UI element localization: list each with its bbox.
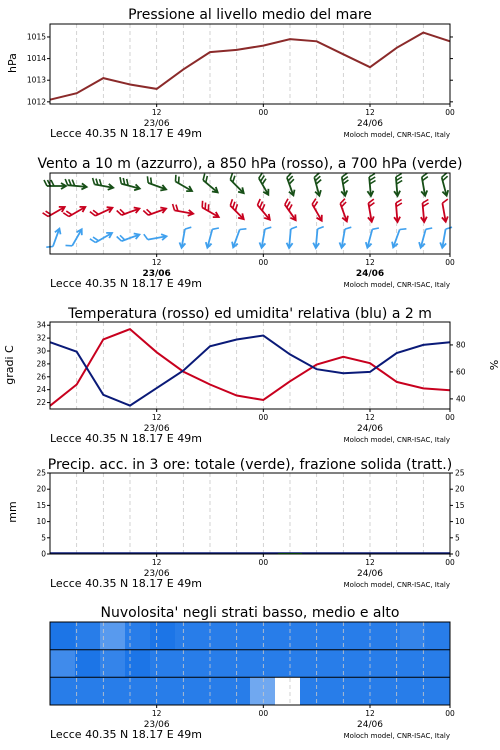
cloud-cell bbox=[275, 677, 300, 705]
pressure-yticks bbox=[27, 32, 453, 106]
barb-feather bbox=[120, 235, 125, 240]
barb-feather bbox=[442, 199, 447, 203]
y-tick-label: 1013 bbox=[26, 75, 46, 85]
x-tick-label: 12 bbox=[151, 558, 162, 567]
x-tick-label: 00 bbox=[258, 108, 269, 117]
y-tick-label: 1014 bbox=[26, 54, 46, 64]
y-tick-label: 25 bbox=[36, 468, 46, 478]
y-tick-label: 1015 bbox=[26, 32, 46, 42]
barb-feather bbox=[291, 227, 297, 229]
cloud-cell bbox=[175, 677, 200, 705]
cloud-cell bbox=[275, 622, 300, 650]
x-tick-label: 12 bbox=[151, 108, 162, 117]
precip-yticks bbox=[36, 469, 464, 559]
barb-feather bbox=[345, 227, 351, 229]
barb-feather bbox=[185, 227, 191, 229]
precip-frame bbox=[50, 473, 450, 554]
y2-tick-label: 80 bbox=[456, 340, 466, 350]
barb-feather bbox=[44, 180, 47, 186]
barb-feather bbox=[203, 174, 205, 181]
cloud-cell bbox=[150, 622, 175, 650]
x-tick-label: 12 bbox=[365, 558, 375, 567]
temp-grid bbox=[77, 322, 424, 409]
cloud-cell bbox=[125, 677, 150, 705]
y-tick-label: 22 bbox=[36, 398, 46, 408]
cloud-cell bbox=[50, 622, 75, 650]
barb-feather bbox=[342, 177, 347, 181]
precip-title: Precip. acc. in 3 ore: totale (verde), frazione solida (tratt.) bbox=[47, 457, 453, 473]
cloud-title: Nuvolosita' negli strati basso, medio e alto bbox=[100, 605, 400, 621]
date-label: 23/06 bbox=[143, 720, 170, 730]
location-label: Lecce 40.35 N 18.17 E 49m bbox=[50, 127, 202, 140]
barb-feather bbox=[173, 204, 175, 210]
barb-feather bbox=[206, 176, 208, 183]
date-label: 23/06 bbox=[143, 424, 170, 434]
x-tick-label: 12 bbox=[151, 413, 162, 422]
y-tick-label: 28 bbox=[36, 359, 46, 369]
y-tick-label: 26 bbox=[36, 372, 46, 382]
cloud-cell bbox=[50, 677, 75, 705]
cloud-cell bbox=[300, 622, 325, 650]
pressure-panel bbox=[6, 7, 455, 140]
y-tick-label: 1012 bbox=[26, 97, 46, 107]
cloud-xaxis bbox=[50, 705, 455, 741]
x-tick-label: 00 bbox=[258, 413, 269, 422]
y-tick-label: 0 bbox=[41, 549, 46, 559]
barb-feather bbox=[151, 178, 152, 185]
barb-feather bbox=[93, 237, 99, 241]
barb-feather bbox=[260, 202, 263, 208]
barb-feather bbox=[265, 227, 271, 229]
barb-feather bbox=[212, 228, 219, 229]
cloud-cell bbox=[100, 622, 125, 650]
x-tick-label: 00 bbox=[445, 558, 455, 567]
date-label: 23/06 bbox=[143, 569, 170, 579]
barb-feather bbox=[340, 199, 345, 204]
temp-frame bbox=[50, 322, 450, 409]
barb-feather bbox=[342, 173, 347, 177]
cloud-cell bbox=[100, 650, 125, 678]
barb-feather bbox=[117, 211, 122, 216]
location-label: Lecce 40.35 N 18.17 E 49m bbox=[50, 432, 202, 445]
cloud-cell bbox=[400, 622, 425, 650]
x-tick-label: 12 bbox=[365, 709, 375, 718]
cloud-cell bbox=[125, 622, 150, 650]
barb-feather bbox=[287, 202, 290, 208]
y-tick-label: 34 bbox=[36, 320, 46, 330]
cloud-cell bbox=[50, 650, 75, 678]
x-tick-label: 00 bbox=[445, 258, 455, 267]
rh-ylabel: % bbox=[487, 359, 500, 371]
temp-yticks bbox=[36, 321, 50, 407]
date-label: 24/06 bbox=[355, 269, 385, 279]
barb-feather bbox=[144, 234, 148, 239]
date-label: 23/06 bbox=[143, 119, 170, 129]
y-tick-label: 5 bbox=[455, 533, 460, 543]
y-tick-label: 32 bbox=[36, 333, 46, 343]
date-label: 24/06 bbox=[357, 720, 383, 730]
y-tick-label: 30 bbox=[36, 346, 46, 356]
cloud-cell bbox=[300, 677, 325, 705]
y2-tick-label: 60 bbox=[456, 367, 466, 377]
cloud-cell bbox=[325, 677, 350, 705]
barb-feather bbox=[261, 176, 265, 182]
pressure-title: Pressione al livello medio del mare bbox=[128, 7, 372, 23]
cloud-cell bbox=[275, 650, 300, 678]
cloud-cell bbox=[225, 622, 250, 650]
precip-panel bbox=[6, 457, 465, 590]
barb-feather bbox=[65, 179, 68, 185]
date-label: 24/06 bbox=[357, 119, 383, 129]
cloud-cell bbox=[425, 650, 450, 678]
cloud-cells bbox=[50, 622, 450, 705]
cloud-cell bbox=[75, 622, 100, 650]
barb-feather bbox=[63, 213, 69, 217]
cloud-cell bbox=[250, 677, 275, 705]
y-tick-label: 15 bbox=[455, 500, 465, 510]
barb-feather bbox=[396, 177, 402, 181]
barb-feather bbox=[120, 177, 121, 184]
precip-xaxis bbox=[50, 554, 455, 590]
y-tick-label: 10 bbox=[36, 517, 46, 527]
temperature-line bbox=[50, 329, 450, 406]
x-tick-label: 12 bbox=[151, 258, 162, 267]
barb-feather bbox=[342, 202, 347, 207]
barb-feather bbox=[240, 229, 247, 230]
y2-tick-label: 40 bbox=[456, 394, 466, 404]
barb-feather bbox=[426, 228, 433, 229]
barb-feather bbox=[343, 180, 348, 184]
barb-feather bbox=[370, 177, 376, 181]
x-tick-label: 00 bbox=[445, 108, 455, 117]
y-tick-label: 5 bbox=[41, 533, 46, 543]
barb-feather bbox=[423, 203, 429, 207]
y-tick-label: 20 bbox=[36, 484, 46, 494]
barb-feather bbox=[372, 228, 379, 229]
date-label: 24/06 bbox=[357, 424, 383, 434]
cloud-cell bbox=[300, 650, 325, 678]
y-tick-label: 15 bbox=[36, 500, 46, 510]
barb-feather bbox=[66, 211, 72, 215]
barb-feather bbox=[93, 178, 95, 184]
cloud-panel bbox=[50, 605, 455, 741]
barb-feather bbox=[370, 181, 376, 185]
barb-feather bbox=[233, 176, 235, 182]
wind-title: Vento a 10 m (azzurro), a 850 hPa (rosso), a 700 hPa (verde) bbox=[37, 156, 463, 172]
cloud-cell bbox=[150, 677, 175, 705]
x-tick-label: 12 bbox=[365, 258, 375, 267]
cloud-cell bbox=[250, 650, 275, 678]
barb-feather bbox=[230, 199, 232, 205]
pressure-line bbox=[50, 33, 450, 100]
y-tick-label: 25 bbox=[455, 468, 465, 478]
barb-feather bbox=[233, 202, 235, 208]
cloud-cell bbox=[350, 650, 375, 678]
y-tick-label: 0 bbox=[455, 549, 460, 559]
cloud-cell bbox=[400, 677, 425, 705]
pressure-grid bbox=[77, 24, 424, 104]
cloud-cell bbox=[200, 650, 225, 678]
barb-feather bbox=[422, 177, 427, 181]
cloud-cell bbox=[325, 650, 350, 678]
barb-feather bbox=[120, 209, 125, 214]
cloud-cell bbox=[250, 622, 275, 650]
credit-label: Moloch model, CNR-ISAC, Italy bbox=[343, 436, 450, 444]
cloud-cell bbox=[325, 622, 350, 650]
barb-feather bbox=[93, 210, 98, 214]
cloud-cell bbox=[425, 677, 450, 705]
temp-panel bbox=[3, 306, 500, 445]
cloud-cell bbox=[400, 650, 425, 678]
barb-feather bbox=[400, 229, 407, 230]
credit-label: Moloch model, CNR-ISAC, Italy bbox=[343, 281, 450, 289]
cloud-cell bbox=[425, 622, 450, 650]
cloud-cell bbox=[150, 650, 175, 678]
barb-feather bbox=[312, 199, 316, 205]
cloud-cell bbox=[175, 650, 200, 678]
cloud-cell bbox=[350, 677, 375, 705]
temp-ylabel: gradi C bbox=[3, 345, 16, 385]
x-tick-label: 12 bbox=[365, 108, 375, 117]
precip-ylabel: mm bbox=[6, 501, 19, 523]
barb-feather bbox=[318, 227, 324, 229]
barb-feather bbox=[422, 173, 427, 177]
wind-panel bbox=[37, 156, 462, 290]
location-label: Lecce 40.35 N 18.17 E 49m bbox=[50, 277, 202, 290]
y-tick-label: 20 bbox=[455, 484, 465, 494]
pressure-frame bbox=[50, 24, 450, 104]
humidity-line bbox=[50, 336, 450, 406]
barb-feather bbox=[446, 227, 452, 229]
cloud-cell bbox=[75, 677, 100, 705]
credit-label: Moloch model, CNR-ISAC, Italy bbox=[343, 131, 450, 139]
barb-feather bbox=[235, 204, 237, 210]
cloud-cell bbox=[350, 622, 375, 650]
cloud-cell bbox=[125, 650, 150, 678]
credit-label: Moloch model, CNR-ISAC, Italy bbox=[343, 732, 450, 740]
temp-xaxis bbox=[50, 409, 455, 445]
barb-feather bbox=[285, 199, 288, 205]
x-tick-label: 00 bbox=[445, 413, 455, 422]
cloud-cell bbox=[100, 677, 125, 705]
date-label: 24/06 bbox=[357, 569, 383, 579]
barb-feather bbox=[397, 181, 403, 185]
pressure-ylabel: hPa bbox=[6, 53, 19, 73]
barb-feather bbox=[368, 199, 373, 203]
x-tick-label: 00 bbox=[445, 709, 455, 718]
wind-barbs bbox=[43, 173, 452, 248]
y-tick-label: 10 bbox=[455, 517, 465, 527]
cloud-cell bbox=[75, 650, 100, 678]
cloud-cell bbox=[175, 622, 200, 650]
precip-grid bbox=[77, 473, 424, 554]
date-label: 23/06 bbox=[142, 269, 171, 279]
cloud-cell bbox=[200, 622, 225, 650]
cloud-cell bbox=[225, 650, 250, 678]
rh-yticks bbox=[450, 340, 466, 403]
barb-feather bbox=[43, 213, 49, 217]
location-label: Lecce 40.35 N 18.17 E 49m bbox=[50, 728, 202, 741]
x-tick-label: 00 bbox=[258, 258, 269, 267]
credit-label: Moloch model, CNR-ISAC, Italy bbox=[343, 581, 450, 589]
y-tick-label: 24 bbox=[36, 385, 46, 395]
barb-feather bbox=[147, 176, 148, 183]
barb-feather bbox=[262, 179, 266, 185]
cloud-cell bbox=[225, 677, 250, 705]
barb-feather bbox=[258, 199, 261, 205]
x-tick-label: 12 bbox=[365, 413, 375, 422]
pressure-xaxis bbox=[50, 104, 455, 140]
barb-feather bbox=[117, 237, 122, 242]
barb-feather bbox=[289, 205, 292, 211]
cloud-cell bbox=[200, 677, 225, 705]
x-tick-label: 12 bbox=[151, 709, 162, 718]
x-tick-label: 00 bbox=[258, 558, 269, 567]
wind-xaxis bbox=[50, 254, 455, 290]
temp-title: Temperatura (rosso) ed umidita' relativa (blu) a 2 m bbox=[68, 306, 432, 322]
location-label: Lecce 40.35 N 18.17 E 49m bbox=[50, 577, 202, 590]
barb-feather bbox=[230, 173, 232, 179]
x-tick-label: 00 bbox=[258, 709, 269, 718]
barb-feather bbox=[90, 239, 96, 243]
